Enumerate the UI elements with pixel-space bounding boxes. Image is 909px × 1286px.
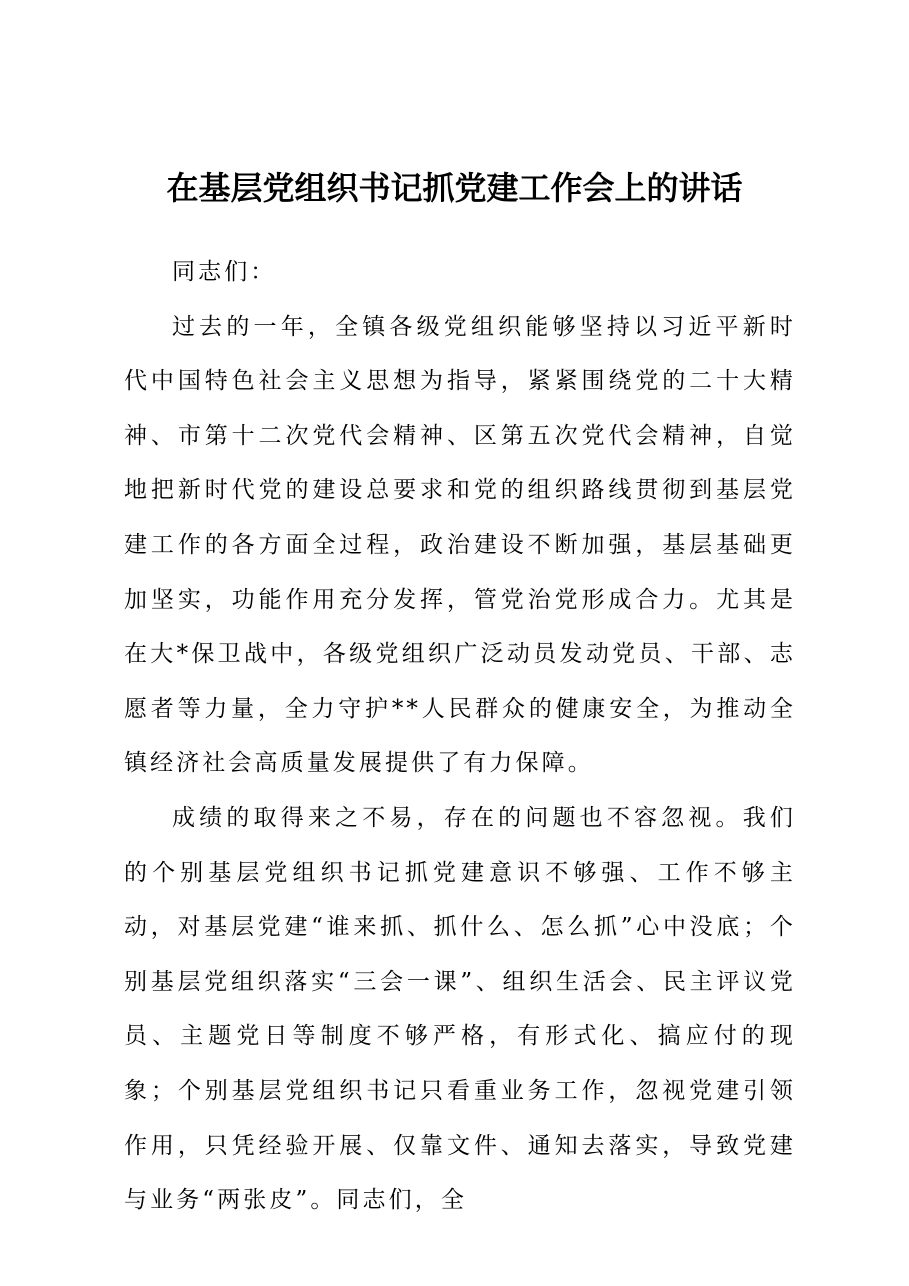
document-title: 在基层党组织书记抓党建工作会上的讲话 xyxy=(166,169,743,207)
salutation: 同志们： xyxy=(172,259,277,285)
document-body xyxy=(124,245,796,1228)
paragraph-1: 过去的一年，全镇各级党组织能够坚持以习近平新时代中国特色社会主义思想为指导，紧紧围绕党的二十大精神、市第十二次党代会精神、区第五次党代会精神，自觉地把新时代党的建设总要求和党的组织路线贯彻到基层党建工作的各方面全过程，政治建设不断加强，基层基础更加坚实，功能作用充分发挥，管党治党形成合力。尤其是在大*保卫战中，各级党组织广泛动员发动党员、干部、志愿者等力量，全力守护**人民群众的健康安全，为推动全镇经济社会高质量发展提供了有力保障。 xyxy=(124,313,796,777)
paragraph-2: 成绩的取得来之不易，存在的问题也不容忽视。我们的个别基层党组织书记抓党建意识不够强、工作不够主动，对基层党建“谁来抓、抓什么、怎么抓”心中没底；个别基层党组织落实“三会一课”、组织生活会、民主评议党员、主题党日等制度不够严格，有形式化、搞应付的现象；个别基层党组织书记只看重业务工作，忽视党建引领作用，只凭经验开展、仅靠文件、通知去落实，导致党建与业务“两张皮”。同志们，全 xyxy=(124,804,796,1214)
